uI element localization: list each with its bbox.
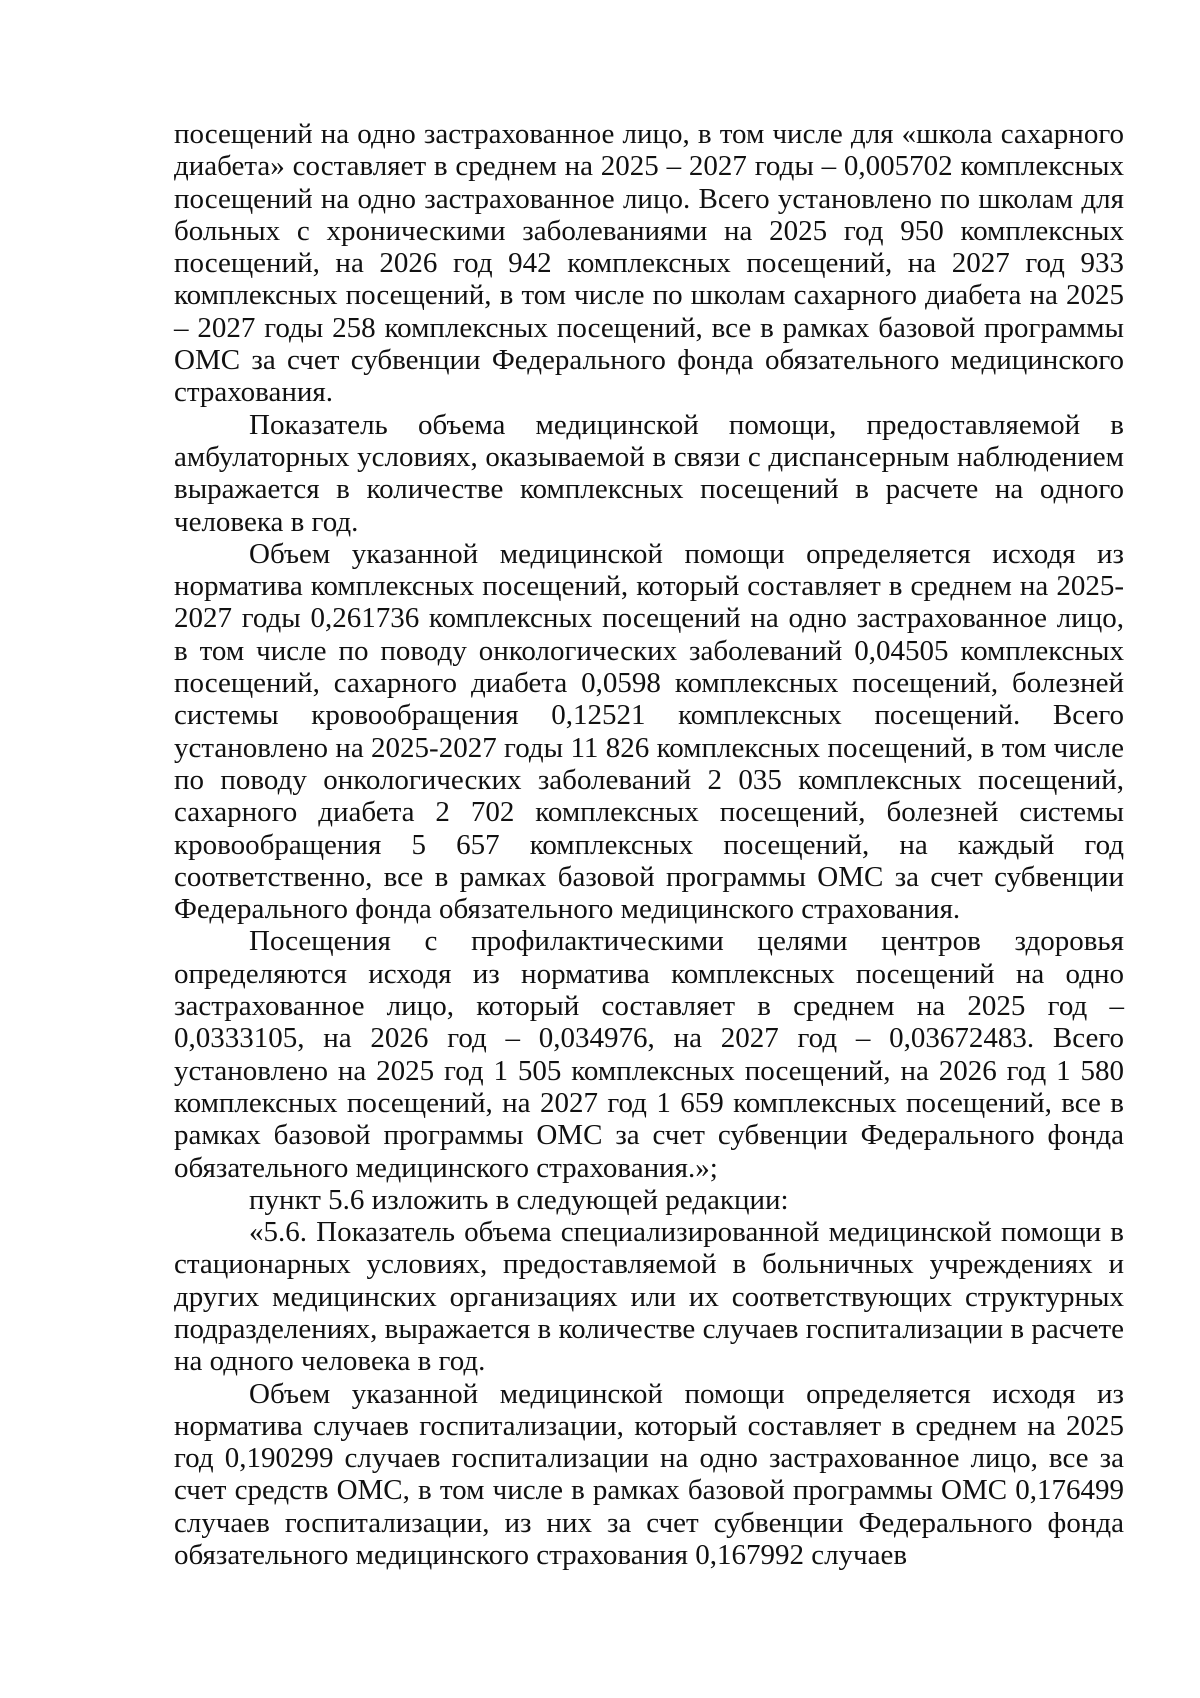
paragraph-dispensary-volume: Объем указанной медицинской помощи определяется исходя из норматива комплексных посещений, который составляет в среднем на 2025-2027 годы 0,261736 комплексных посещений на одно застрахованное лицо, в том числе по поводу онкологических заболеваний 0,04505 комплексных посещений, сахарного диабета 0,0598 комплексных посещений, болезней системы кровообращения 0,12521 комплексных посещений. Всего установлено на 2025-2027 годы 11 826 комплексных посещений, в том числе по поводу онкологических заболеваний 2 035 комплексных посещений, сахарного диабета 2 702 комплексных посещений, болезней системы кровообращения 5 657 комплексных посещений, на каждый год соответственно, все в рамках базовой программы ОМС за счет субвенции Федерального фонда обязательного медицинского страхования. [174, 537, 1124, 926]
paragraph-dispensary-indicator: Показатель объема медицинской помощи, предоставляемой в амбулаторных условиях, оказываемой в связи с диспансерным наблюдением выражается в количестве комплексных посещений в расчете на одного человека в год. [174, 408, 1124, 538]
paragraph-clause-5-6: «5.6. Показатель объема специализированной медицинской помощи в стационарных условиях, предоставляемой в больничных учреждениях и других медицинских организациях или их соответствующих структурных подразделениях, выражается в количестве случаев госпитализации в расчете на одного человека в год. [174, 1216, 1124, 1378]
document-page [174, 118, 1124, 1571]
paragraph-continuation: посещений на одно застрахованное лицо, в том числе для «школа сахарного диабета» составляет в среднем на 2025 – 2027 годы – 0,005702 комплексных посещений на одно застрахованное лицо. Всего установлено по школам для больных с хроническими заболеваниями на 2025 год 950 комплексных посещений, на 2026 год 942 комплексных посещений, на 2027 год 933 комплексных посещений, в том числе по школам сахарного диабета на 2025 – 2027 годы 258 комплексных посещений, все в рамках базовой программы ОМС за счет субвенции Федерального фонда обязательного медицинского страхования. [174, 118, 1124, 409]
paragraph-amendment-instruction: пункт 5.6 изложить в следующей редакции: [249, 1183, 789, 1216]
paragraph-health-centers: Посещения с профилактическими целями центров здоровья определяются исходя из норматива комплексных посещений на одно застрахованное лицо, который составляет в среднем на 2025 год – 0,0333105, на 2026 год – 0,034976, на 2027 год – 0,03672483. Всего установлено на 2025 год 1 505 комплексных посещений, на 2026 год 1 580 комплексных посещений, на 2027 год 1 659 комплексных посещений, все в рамках базовой программы ОМС за счет субвенции Федерального фонда обязательного медицинского страхования.»; [174, 925, 1124, 1184]
paragraph-hospitalization-volume: Объем указанной медицинской помощи определяется исходя из норматива случаев госпитализации, который составляет в среднем на 2025 год 0,190299 случаев госпитализации на одно застрахованное лицо, все за счет средств ОМС, в том числе в рамках базовой программы ОМС 0,176499 случаев госпитализации, из них за счет субвенции Федерального фонда обязательного медицинского страхования 0,167992 случаев [174, 1377, 1124, 1572]
